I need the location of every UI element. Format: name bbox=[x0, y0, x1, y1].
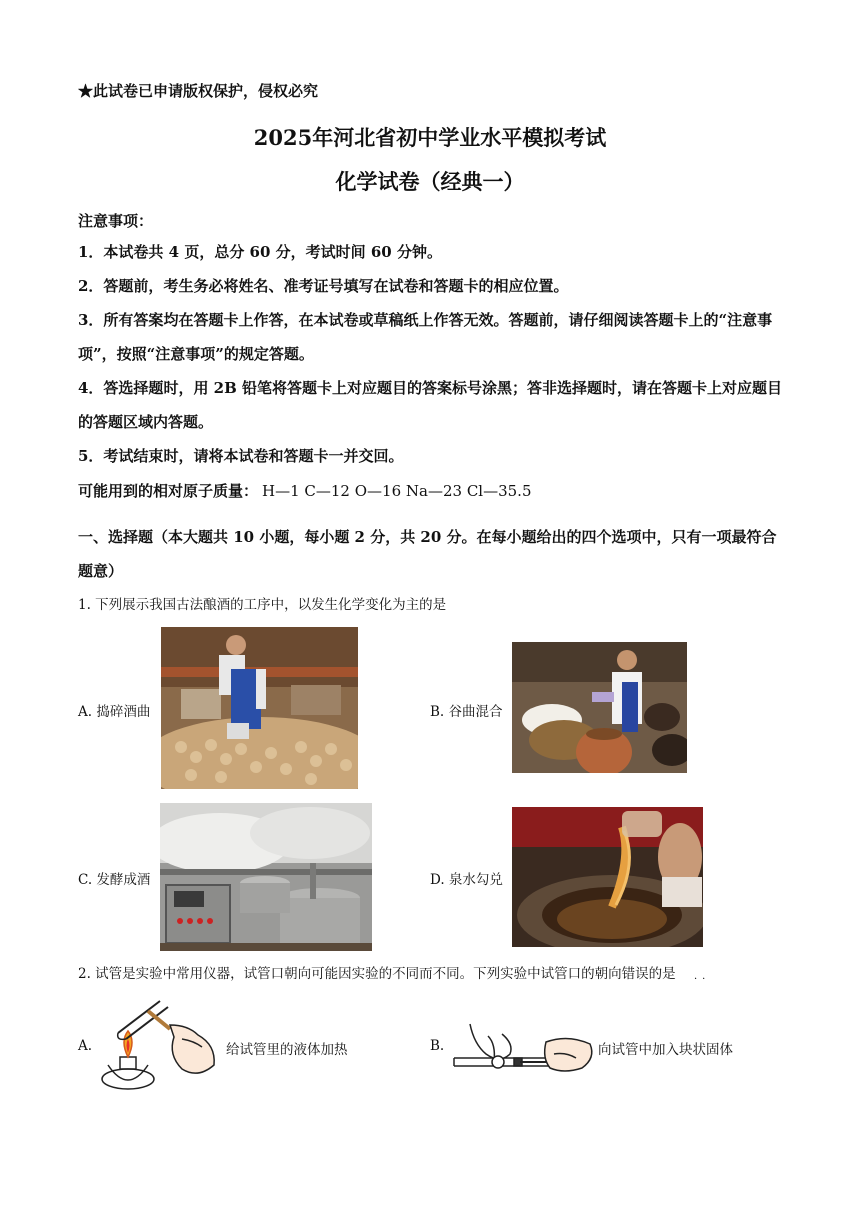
question-2-stem-text: 2. 试管是实验中常用仪器，试管口朝向可能因实验的不同而不同。下列实验中试管口的朝向错误的是 bbox=[78, 966, 676, 982]
q1-option-c-label: C. 发酵成酒 bbox=[78, 872, 151, 888]
notice-item-3: 3．所有答案均在答题卡上作答，在本试卷或草稿纸上作答无效。答题前，请仔细阅读答题卡上的“注意事项”，按照“注意事项”的规定答题。 bbox=[78, 311, 773, 363]
q2-option-a-text: 给试管里的液体加热 bbox=[226, 1042, 348, 1058]
notice-item-4: 4．答选择题时，用 2B 铅笔将答题卡上对应题目的答案标号涂黑；答非选择题时，请在答题卡上对应题目的答题区域内答题。 bbox=[78, 379, 783, 431]
q2-option-b-letter: B. bbox=[430, 1038, 445, 1054]
q1-option-d-photo bbox=[512, 807, 703, 947]
q1-option-c-photo bbox=[160, 803, 372, 951]
q2-option-b-figure bbox=[450, 1014, 598, 1080]
q1-option-b-photo bbox=[512, 642, 687, 773]
copyright-notice: ★此试卷已申请版权保护，侵权必究 bbox=[78, 82, 319, 100]
q1-option-a-photo bbox=[161, 627, 358, 789]
atomic-mass-line bbox=[78, 480, 532, 501]
notice-item-2: 2．答题前，考生务必将姓名、准考证号填写在试卷和答题卡的相应位置。 bbox=[78, 277, 569, 295]
q1-option-b-label: B. 谷曲混合 bbox=[430, 704, 503, 720]
notice-item-5: 5．考试结束时，请将本试卷和答题卡一并交回。 bbox=[78, 447, 404, 465]
exam-subtitle: 化学试卷（经典一） bbox=[335, 169, 525, 194]
q2-option-b-text: 向试管中加入块状固体 bbox=[598, 1042, 733, 1058]
exam-title: 2025年河北省初中学业水平模拟考试 bbox=[253, 125, 607, 150]
question-2-stem bbox=[78, 962, 798, 982]
section-heading: 一、选择题（本大题共 10 小题，每小题 2 分，共 20 分。在每小题给出的四个选项中，只有一项最符合题意） bbox=[78, 528, 777, 580]
q1-option-a-label: A. 捣碎酒曲 bbox=[78, 704, 151, 720]
notice-item-1: 1．本试卷共 4 页，总分 60 分，考试时间 60 分钟。 bbox=[78, 243, 442, 261]
notice-heading: 注意事项： bbox=[78, 212, 154, 230]
atomic-mass-values: H—1 C—12 O—16 Na—23 Cl—35.5 bbox=[262, 482, 532, 500]
q2-option-a-letter: A. bbox=[78, 1038, 93, 1054]
emphasis-dots: ·· bbox=[694, 974, 711, 985]
question-1-stem: 1. 下列展示我国古法酿酒的工序中，以发生化学变化为主的是 bbox=[78, 597, 447, 613]
q1-option-d-label: D. 泉水勾兑 bbox=[430, 872, 503, 888]
q2-option-a-figure bbox=[98, 995, 222, 1095]
atomic-mass-label: 可能用到的相对原子质量： bbox=[78, 482, 259, 500]
